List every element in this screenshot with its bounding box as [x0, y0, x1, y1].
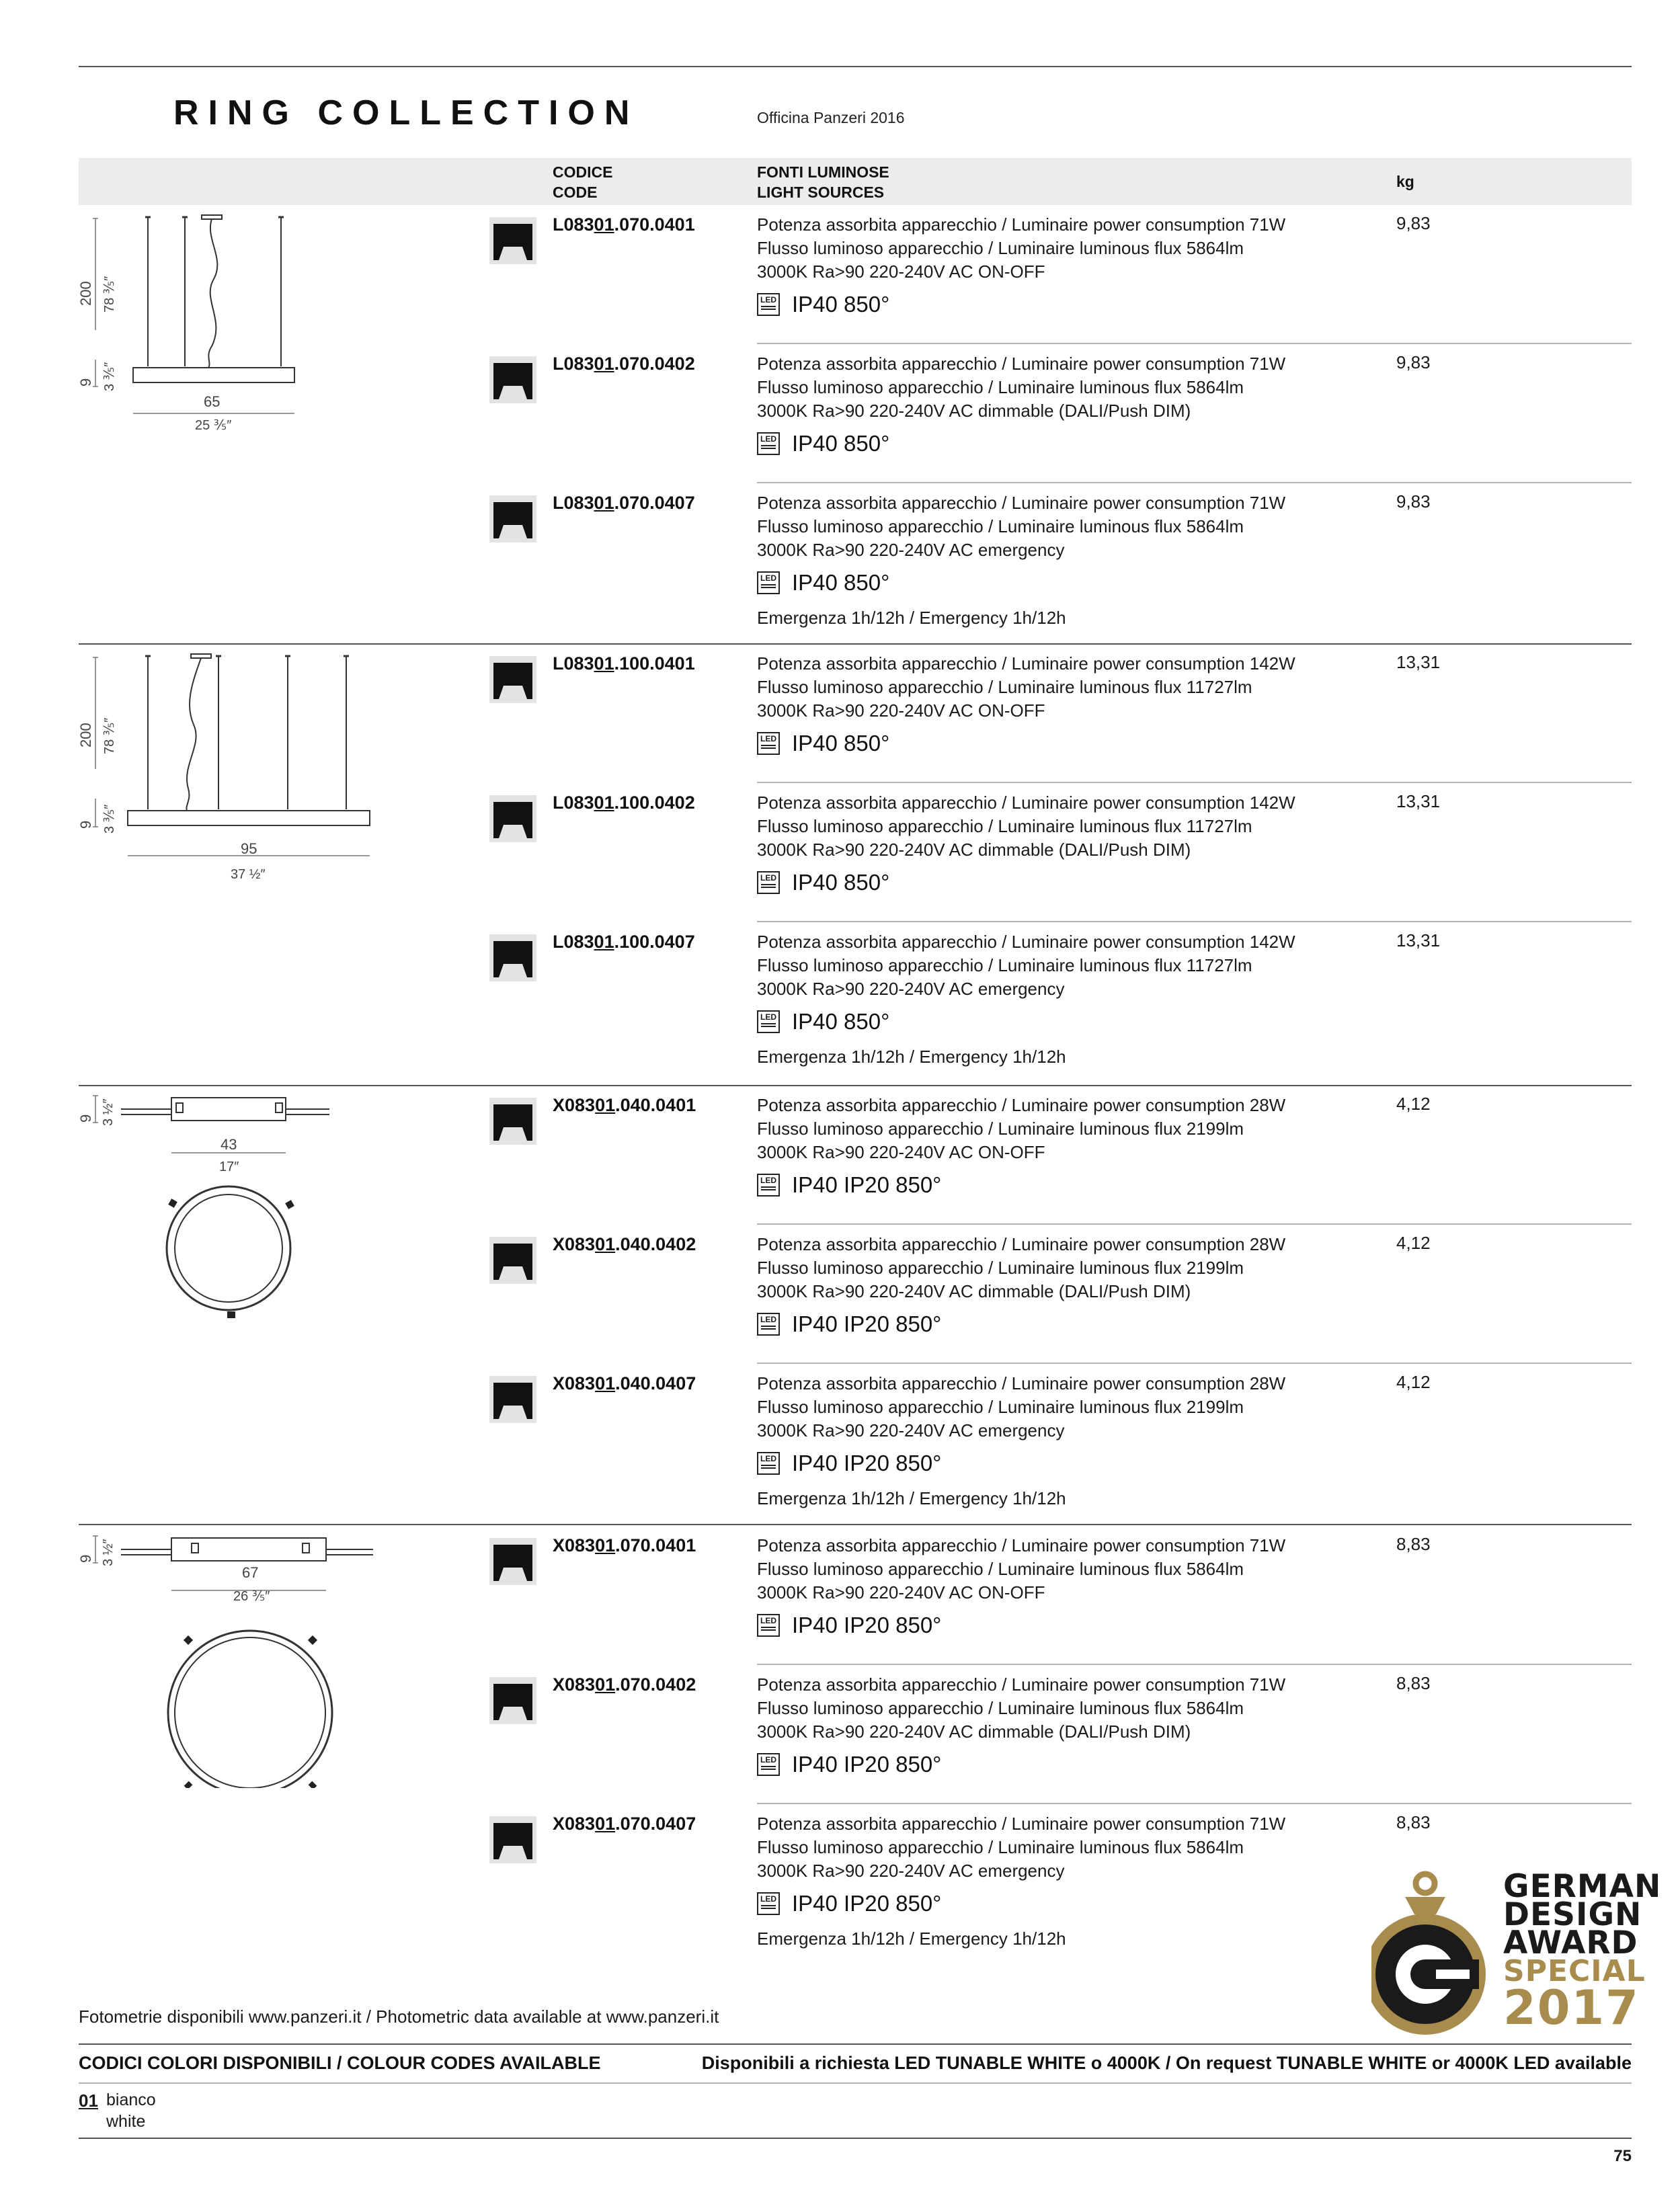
spec-line1: Potenza assorbita apparecchio / Luminaire power consumption 71W: [757, 214, 1286, 235]
photometric-note: Fotometrie disponibili www.panzeri.it / Photometric data available at www.panzeri.it: [79, 2006, 719, 2027]
colour-code: 01: [79, 2091, 98, 2111]
code-prefix: X083: [553, 1674, 596, 1695]
ip-text: IP40 850°: [792, 570, 890, 595]
weight-kg: 4,12: [1396, 1094, 1431, 1114]
on-request-note: Disponibili a richiesta LED TUNABLE WHITE o 4000K / On request TUNABLE WHITE or 4000K LED available: [701, 2053, 1632, 2073]
dim-depth-cm: 9: [77, 820, 94, 829]
code-colour-slot: 01: [595, 1234, 616, 1254]
led-icon-label: LED: [760, 1616, 776, 1625]
spec-line1: Potenza assorbita apparecchio / Luminaire power consumption 71W: [757, 1674, 1286, 1695]
top-rule: [79, 66, 1632, 67]
product-thumbnail: [489, 217, 536, 264]
dim-height-in: 78 ⅗″: [102, 717, 117, 754]
led-icon-label: LED: [760, 873, 776, 883]
collection-title: RING COLLECTION: [173, 93, 639, 132]
emergency-note: Emergenza 1h/12h / Emergency 1h/12h: [757, 1929, 1066, 1949]
spec-line1: Potenza assorbita apparecchio / Luminaire power consumption 71W: [757, 1814, 1286, 1834]
spec-line3: 3000K Ra>90 220-240V AC dimmable (DALI/Push DIM): [757, 1281, 1191, 1301]
ip-rating: [757, 730, 889, 757]
led-icon-label: LED: [760, 573, 776, 583]
led-icon-label: LED: [760, 1755, 776, 1765]
header-source-it: FONTI LUMINOSE: [757, 163, 889, 181]
row-separator: [757, 1363, 1632, 1364]
spec-line1: Potenza assorbita apparecchio / Luminaire power consumption 142W: [757, 932, 1295, 952]
spec-line3: 3000K Ra>90 220-240V AC emergency: [757, 1861, 1065, 1881]
led-icon: [757, 732, 780, 755]
code-colour-slot: 01: [594, 653, 614, 674]
spec-line3: 3000K Ra>90 220-240V AC dimmable (DALI/Push DIM): [757, 401, 1191, 421]
row-separator: [757, 482, 1632, 483]
product-thumbnail: [489, 656, 536, 703]
code-colour-slot: 01: [594, 354, 614, 374]
dim-depth-in: 3 ⅗″: [102, 362, 117, 391]
product-thumbnail: [489, 1237, 536, 1284]
code-prefix: X083: [553, 1234, 596, 1254]
led-icon: [757, 293, 780, 316]
code-colour-slot: 01: [594, 793, 614, 813]
colour-name-en: white: [106, 2112, 146, 2131]
row-separator: [757, 921, 1632, 922]
weight-kg: 9,83: [1396, 352, 1431, 372]
code-suffix: .070.0402: [615, 1674, 696, 1695]
ip-text: IP40 IP20 850°: [792, 1752, 942, 1777]
spec-line2: Flusso luminoso apparecchio / Luminaire luminous flux 5864lm: [757, 238, 1244, 258]
code-suffix: .070.0401: [614, 214, 695, 235]
dim-width-cm: 43: [221, 1136, 237, 1153]
dim-height-cm: 200: [77, 723, 94, 747]
spec-line3: 3000K Ra>90 220-240V AC ON-OFF: [757, 1142, 1045, 1162]
spec-line3: 3000K Ra>90 220-240V AC ON-OFF: [757, 261, 1045, 282]
code-colour-slot: 01: [595, 1814, 616, 1834]
code-suffix: .100.0407: [614, 932, 695, 952]
dim-depth-cm: 9: [77, 1554, 94, 1563]
led-icon: [757, 1313, 780, 1336]
product-thumbnail: [489, 795, 536, 842]
product-code: [553, 1373, 696, 1394]
ip-rating: [757, 1311, 941, 1338]
led-icon: [757, 1753, 780, 1776]
led-icon-label: LED: [760, 1454, 776, 1463]
product-code: [553, 653, 695, 674]
footer-rule-mid: [79, 2082, 1632, 2084]
dim-depth-in: 3 ⅗″: [102, 804, 117, 834]
spec-line2: Flusso luminoso apparecchio / Luminaire luminous flux 11727lm: [757, 955, 1252, 975]
spec-line3: 3000K Ra>90 220-240V AC dimmable (DALI/Push DIM): [757, 1721, 1191, 1742]
led-icon: [757, 432, 780, 455]
spec-line2: Flusso luminoso apparecchio / Luminaire luminous flux 5864lm: [757, 1698, 1244, 1718]
dim-height-cm: 200: [77, 281, 94, 306]
weight-kg: 4,12: [1396, 1233, 1431, 1253]
dim-width-in: 17″: [219, 1160, 239, 1174]
ip-rating: [757, 1890, 941, 1917]
led-icon: [757, 871, 780, 894]
spec-line3: 3000K Ra>90 220-240V AC ON-OFF: [757, 700, 1045, 721]
code-prefix: L083: [553, 493, 594, 513]
award-line-german: GERMAN: [1503, 1868, 1662, 1905]
dim-depth-in: 3 ½″: [101, 1539, 116, 1566]
weight-kg: 9,83: [1396, 213, 1431, 233]
ip-text: IP40 IP20 850°: [792, 1891, 942, 1916]
spec-line2: Flusso luminoso apparecchio / Luminaire luminous flux 5864lm: [757, 377, 1244, 397]
led-icon-label: LED: [760, 1012, 776, 1022]
code-prefix: L083: [553, 932, 594, 952]
row-separator: [757, 1664, 1632, 1665]
led-icon-label: LED: [760, 734, 776, 743]
ip-text: IP40 850°: [792, 870, 890, 895]
colour-name-it: bianco: [106, 2091, 156, 2109]
code-suffix: .040.0401: [615, 1095, 696, 1115]
weight-kg: 13,31: [1396, 652, 1441, 672]
dim-height-in: 78 ⅗″: [102, 276, 117, 313]
weight-kg: 9,83: [1396, 491, 1431, 512]
code-prefix: L083: [553, 653, 594, 674]
product-code: [553, 354, 695, 374]
code-colour-slot: 01: [595, 1095, 616, 1115]
product-thumbnail: [489, 1376, 536, 1423]
code-suffix: .070.0402: [614, 354, 695, 374]
ip-text: IP40 IP20 850°: [792, 1613, 942, 1637]
header-code-en: CODE: [553, 184, 598, 201]
code-colour-slot: 01: [594, 214, 614, 235]
product-thumbnail: [489, 1538, 536, 1585]
code-suffix: .070.0407: [615, 1814, 696, 1834]
spec-line3: 3000K Ra>90 220-240V AC dimmable (DALI/Push DIM): [757, 840, 1191, 860]
ip-text: IP40 IP20 850°: [792, 1451, 942, 1475]
award-line-special: SPECIAL: [1503, 1954, 1646, 1988]
dim-depth-in: 3 ½″: [101, 1098, 116, 1126]
spec-line2: Flusso luminoso apparecchio / Luminaire luminous flux 5864lm: [757, 1559, 1244, 1579]
product-thumbnail: [489, 495, 536, 542]
spec-line1: Potenza assorbita apparecchio / Luminaire power consumption 71W: [757, 1535, 1286, 1555]
led-icon: [757, 1174, 780, 1197]
led-icon: [757, 1010, 780, 1033]
spec-line3: 3000K Ra>90 220-240V AC emergency: [757, 1420, 1065, 1441]
code-suffix: .100.0401: [614, 653, 695, 674]
code-suffix: .070.0407: [614, 493, 695, 513]
spec-line3: 3000K Ra>90 220-240V AC ON-OFF: [757, 1582, 1045, 1603]
ip-text: IP40 IP20 850°: [792, 1172, 942, 1197]
code-prefix: X083: [553, 1095, 596, 1115]
dim-depth-cm: 9: [77, 378, 94, 387]
row-separator: [757, 782, 1632, 783]
spec-line2: Flusso luminoso apparecchio / Luminaire luminous flux 11727lm: [757, 816, 1252, 836]
dim-width-cm: 95: [241, 840, 257, 857]
spec-line2: Flusso luminoso apparecchio / Luminaire luminous flux 2199lm: [757, 1397, 1244, 1417]
led-icon: [757, 1452, 780, 1475]
emergency-note: Emergenza 1h/12h / Emergency 1h/12h: [757, 608, 1066, 628]
award-line-design: DESIGN: [1503, 1896, 1642, 1933]
row-separator: [757, 1803, 1632, 1804]
ip-rating: [757, 430, 889, 457]
spec-line2: Flusso luminoso apparecchio / Luminaire luminous flux 5864lm: [757, 516, 1244, 536]
weight-kg: 8,83: [1396, 1812, 1431, 1832]
ip-rating: [757, 1751, 941, 1778]
ip-rating: [757, 869, 889, 896]
product-code: [553, 1814, 696, 1834]
emergency-note: Emergenza 1h/12h / Emergency 1h/12h: [757, 1047, 1066, 1067]
header-light-sources: [757, 162, 889, 202]
ip-text: IP40 850°: [792, 731, 890, 756]
code-prefix: X083: [553, 1535, 596, 1555]
header-code-it: CODICE: [553, 163, 613, 181]
product-code: [553, 493, 695, 514]
dim-width-in: 25 ⅗″: [195, 418, 232, 433]
code-suffix: .040.0402: [615, 1234, 696, 1254]
header-source-en: LIGHT SOURCES: [757, 184, 885, 201]
spec-line1: Potenza assorbita apparecchio / Luminaire power consumption 28W: [757, 1095, 1286, 1115]
pendant-drawing-65: [74, 212, 316, 440]
ceiling-drawing-67: [74, 1533, 383, 1788]
footer-rule-top: [79, 2043, 1632, 2045]
pendant-drawing-95: [74, 651, 383, 879]
product-thumbnail: [489, 356, 536, 403]
code-colour-slot: 01: [595, 1674, 616, 1695]
ip-text: IP40 850°: [792, 431, 890, 456]
award-year: 2017: [1503, 1980, 1640, 2035]
header-code: [553, 162, 612, 202]
ip-text: IP40 850°: [792, 1009, 890, 1034]
led-icon: [757, 571, 780, 594]
spec-line2: Flusso luminoso apparecchio / Luminaire luminous flux 11727lm: [757, 677, 1252, 697]
footer-rule-bottom: [79, 2138, 1632, 2139]
code-colour-slot: 01: [595, 1535, 616, 1555]
led-icon: [757, 1614, 780, 1637]
ip-rating: [757, 1008, 889, 1035]
dim-depth-cm: 9: [77, 1114, 94, 1123]
weight-kg: 8,83: [1396, 1534, 1431, 1554]
code-suffix: .040.0407: [615, 1373, 696, 1393]
ip-text: IP40 850°: [792, 292, 890, 317]
row-separator: [757, 1223, 1632, 1225]
led-icon-label: LED: [760, 1176, 776, 1185]
spec-line2: Flusso luminoso apparecchio / Luminaire luminous flux 5864lm: [757, 1837, 1244, 1857]
row-separator: [757, 343, 1632, 344]
spec-line1: Potenza assorbita apparecchio / Luminaire power consumption 28W: [757, 1234, 1286, 1254]
led-icon: [757, 1892, 780, 1915]
ip-text: IP40 IP20 850°: [792, 1311, 942, 1336]
product-code: [553, 932, 695, 952]
led-icon-label: LED: [760, 434, 776, 444]
ip-rating: [757, 569, 889, 596]
spec-line3: 3000K Ra>90 220-240V AC emergency: [757, 979, 1065, 999]
weight-kg: 13,31: [1396, 930, 1441, 950]
product-code: [553, 1234, 696, 1255]
code-suffix: .070.0401: [615, 1535, 696, 1555]
product-code: [553, 214, 695, 235]
weight-kg: 13,31: [1396, 791, 1441, 811]
code-colour-slot: 01: [594, 493, 614, 513]
award-line-award: AWARD: [1503, 1924, 1638, 1961]
product-thumbnail: [489, 1098, 536, 1145]
ip-rating: [757, 1612, 941, 1639]
code-prefix: X083: [553, 1814, 596, 1834]
dim-width-cm: 67: [242, 1564, 259, 1581]
weight-kg: 8,83: [1396, 1673, 1431, 1693]
ip-rating: [757, 1172, 941, 1199]
code-prefix: L083: [553, 793, 594, 813]
award-text: [1503, 1868, 1662, 2035]
spec-line2: Flusso luminoso apparecchio / Luminaire luminous flux 2199lm: [757, 1119, 1244, 1139]
spec-line1: Potenza assorbita apparecchio / Luminaire power consumption 28W: [757, 1373, 1286, 1393]
spec-line1: Potenza assorbita apparecchio / Luminaire power consumption 71W: [757, 493, 1286, 513]
product-code: [553, 793, 695, 813]
product-thumbnail: [489, 1677, 536, 1724]
code-prefix: L083: [553, 214, 594, 235]
group-separator: [79, 643, 1632, 645]
led-icon-label: LED: [760, 1315, 776, 1324]
group-separator: [79, 1524, 1632, 1525]
led-icon-label: LED: [760, 295, 776, 305]
code-prefix: X083: [553, 1373, 596, 1393]
spec-line2: Flusso luminoso apparecchio / Luminaire luminous flux 2199lm: [757, 1258, 1244, 1278]
emergency-note: Emergenza 1h/12h / Emergency 1h/12h: [757, 1488, 1066, 1508]
product-thumbnail: [489, 1816, 536, 1863]
dim-width-cm: 65: [204, 393, 221, 410]
code-colour-slot: 01: [594, 932, 614, 952]
product-code: [553, 1674, 696, 1695]
spec-line1: Potenza assorbita apparecchio / Luminaire power consumption 142W: [757, 653, 1295, 674]
spec-line3: 3000K Ra>90 220-240V AC emergency: [757, 540, 1065, 560]
ip-rating: [757, 291, 889, 318]
product-code: [553, 1535, 696, 1556]
ceiling-drawing-43: [74, 1092, 343, 1321]
header-weight: kg: [1396, 173, 1414, 190]
collection-subtitle: Officina Panzeri 2016: [757, 109, 905, 126]
code-prefix: L083: [553, 354, 594, 374]
led-icon-label: LED: [760, 1894, 776, 1904]
weight-kg: 4,12: [1396, 1372, 1431, 1392]
page-number: 75: [1613, 2147, 1632, 2165]
product-code: [553, 1095, 696, 1116]
ip-rating: [757, 1450, 941, 1477]
spec-line1: Potenza assorbita apparecchio / Luminaire power consumption 71W: [757, 354, 1286, 374]
colour-codes-title: CODICI COLORI DISPONIBILI / COLOUR CODES AVAILABLE: [79, 2053, 601, 2073]
code-suffix: .100.0402: [614, 793, 695, 813]
dim-width-in: 26 ⅗″: [233, 1589, 270, 1604]
dim-width-in: 37 ½″: [231, 867, 266, 882]
product-thumbnail: [489, 934, 536, 981]
spec-line1: Potenza assorbita apparecchio / Luminaire power consumption 142W: [757, 793, 1295, 813]
code-colour-slot: 01: [595, 1373, 616, 1393]
group-separator: [79, 1085, 1632, 1086]
